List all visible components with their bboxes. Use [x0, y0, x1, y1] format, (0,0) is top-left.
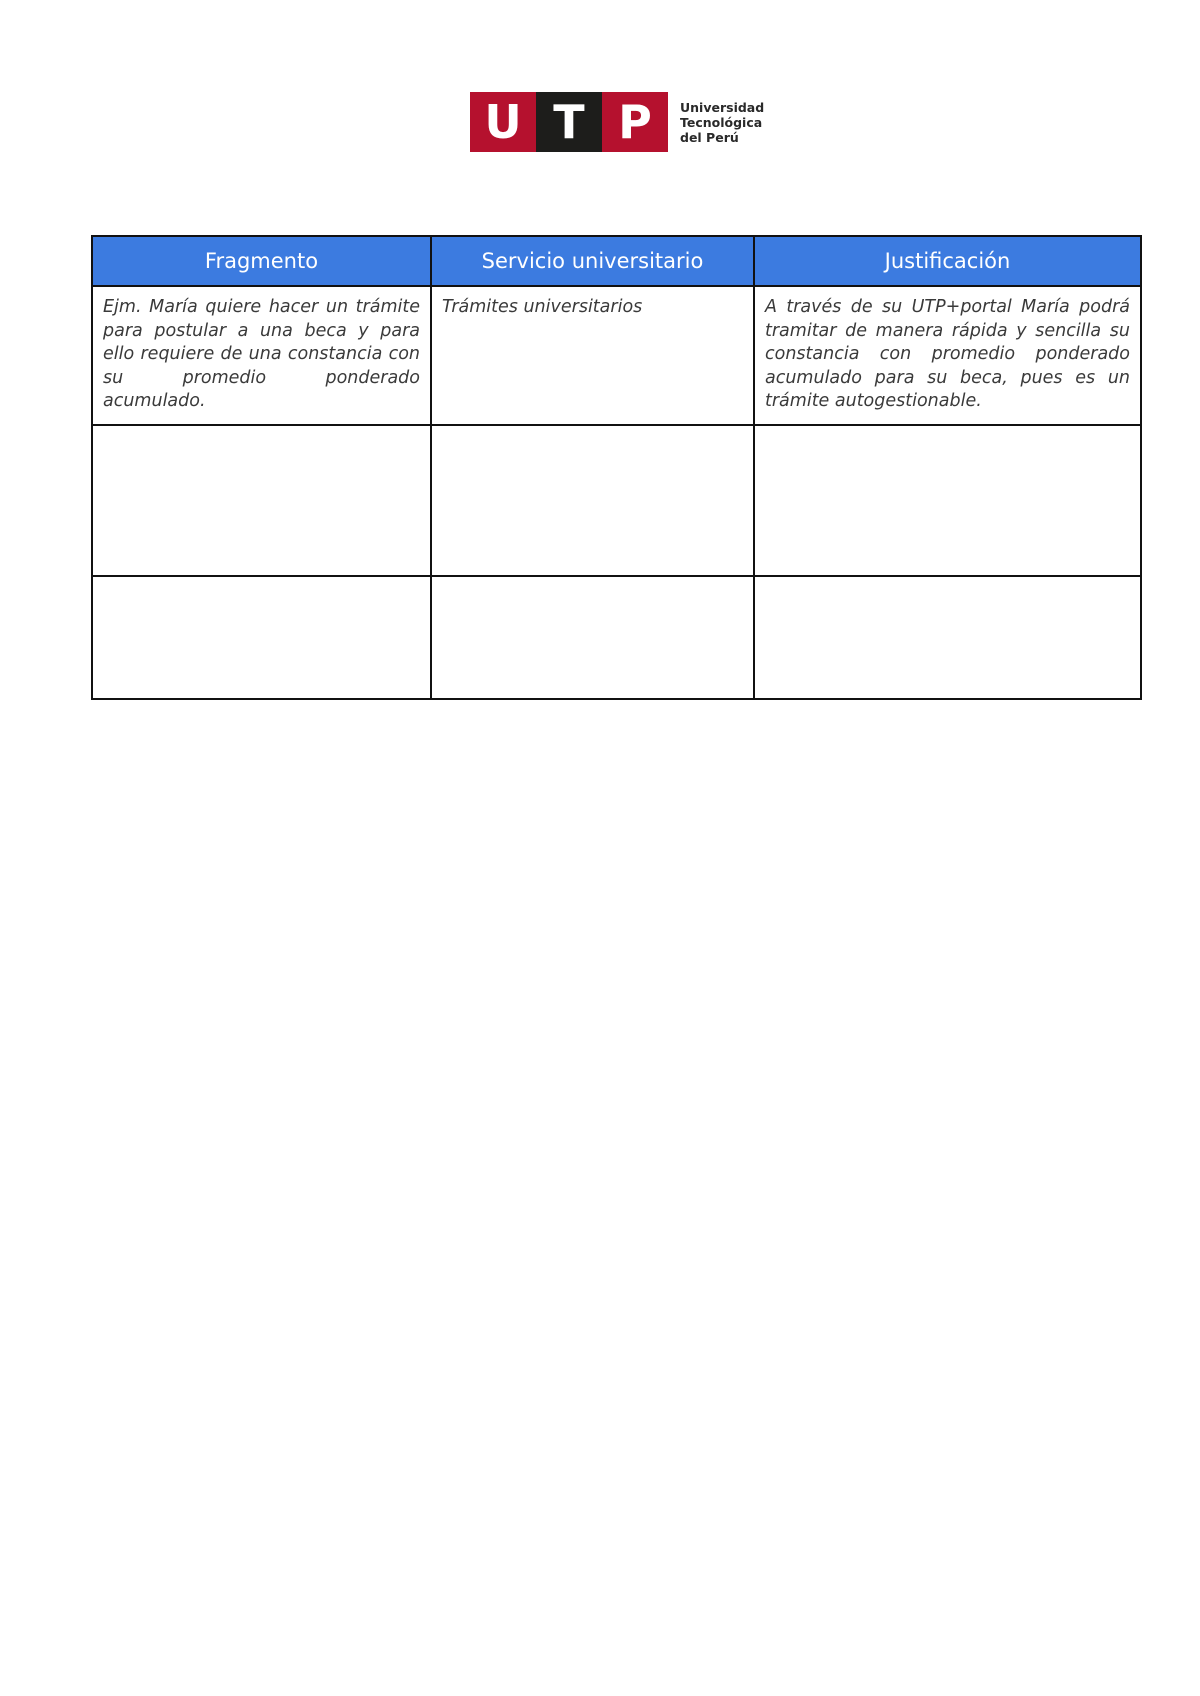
table-row: [92, 286, 1141, 425]
cell-fragmento: Ejm. María quiere hacer un trámite para postular a una beca y para ello requiere de una constancia con su promedio ponderado acumulado.: [92, 286, 431, 425]
table-row: [92, 576, 1141, 699]
services-table: [91, 235, 1142, 700]
table-row: [92, 425, 1141, 576]
utp-logo: [470, 92, 764, 152]
logo-letter-t: T: [536, 92, 602, 152]
cell-servicio[interactable]: [431, 425, 754, 576]
logo-text-line-2: Tecnológica: [680, 114, 763, 130]
cell-servicio: Trámites universitarios: [431, 286, 754, 425]
cell-fragmento[interactable]: [92, 576, 431, 699]
cell-fragmento[interactable]: [92, 425, 431, 576]
logo-mark: [470, 92, 668, 152]
logo-letter-p: P: [602, 92, 668, 152]
header-servicio-universitario: Servicio universitario: [431, 236, 754, 286]
table-header-row: [92, 236, 1141, 286]
logo-letter-u: U: [470, 92, 536, 152]
logo-text-line-3: del Perú: [680, 129, 739, 145]
logo-wordmark: [680, 100, 764, 145]
header-fragmento: Fragmento: [92, 236, 431, 286]
logo-text-line-1: Universidad: [680, 99, 765, 115]
header-justificacion: Justificación: [754, 236, 1141, 286]
cell-justificacion[interactable]: [754, 576, 1141, 699]
cell-justificacion: A través de su UTP+portal María podrá tramitar de manera rápida y sencilla su constancia con promedio ponderado acumulado para su beca, pues es un trámite autogestionable.: [754, 286, 1141, 425]
cell-servicio[interactable]: [431, 576, 754, 699]
cell-justificacion[interactable]: [754, 425, 1141, 576]
